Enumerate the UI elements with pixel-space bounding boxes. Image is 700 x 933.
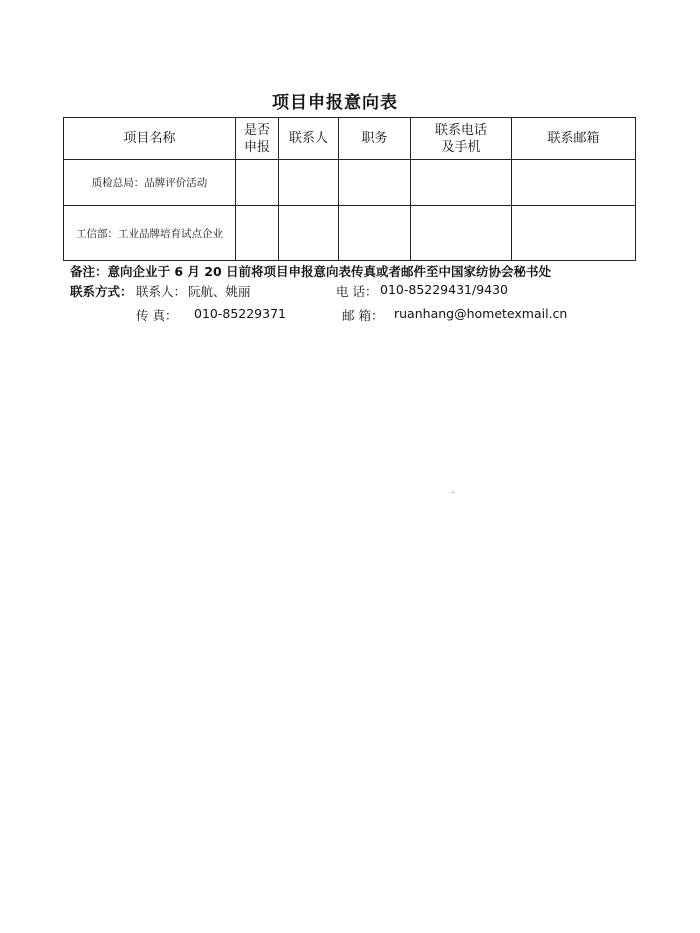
application-intent-table bbox=[63, 117, 636, 261]
apply-cell[interactable] bbox=[236, 160, 279, 206]
phone-cell[interactable] bbox=[411, 160, 512, 206]
contact-row-2 bbox=[70, 306, 650, 328]
table-header-row bbox=[64, 118, 636, 160]
position-cell[interactable] bbox=[339, 160, 411, 206]
scan-speck bbox=[452, 492, 454, 493]
header-contact-person: 联系人 bbox=[279, 118, 339, 160]
apply-cell[interactable] bbox=[236, 206, 279, 261]
table-row bbox=[64, 160, 636, 206]
contact-row-1 bbox=[70, 282, 650, 304]
contact-person-cell[interactable] bbox=[279, 160, 339, 206]
phone-label: 电 话： bbox=[336, 284, 378, 299]
email-cell[interactable] bbox=[512, 206, 636, 261]
contact-method-label: 联系方式： bbox=[70, 284, 133, 299]
contact-person-label: 联系人： bbox=[136, 284, 187, 299]
fax-label: 传 真： bbox=[136, 308, 178, 323]
phone-number: 010-85229431/9430 bbox=[380, 282, 509, 297]
project-name-cell: 质检总局：品牌评价活动 bbox=[64, 160, 236, 206]
header-apply-line2: 申报 bbox=[243, 139, 270, 155]
email-label: 邮 箱： bbox=[342, 308, 384, 323]
contact-person-cell[interactable] bbox=[279, 206, 339, 261]
table-row bbox=[64, 206, 636, 261]
position-cell[interactable] bbox=[339, 206, 411, 261]
header-email: 联系邮箱 bbox=[512, 118, 636, 160]
email-address: ruanhang@hometexmail.cn bbox=[394, 306, 568, 321]
header-apply-line1: 是否 bbox=[243, 122, 270, 138]
document-title: 项目申报意向表 bbox=[272, 93, 398, 113]
header-apply-or-not bbox=[236, 118, 279, 160]
header-phone-line2: 及手机 bbox=[441, 139, 481, 155]
email-cell[interactable] bbox=[512, 160, 636, 206]
header-phone-line1: 联系电话 bbox=[434, 122, 487, 138]
contact-persons: 阮航、姚丽 bbox=[188, 284, 251, 299]
header-position: 职务 bbox=[339, 118, 411, 160]
phone-cell[interactable] bbox=[411, 206, 512, 261]
header-phone bbox=[411, 118, 512, 160]
deadline-note: 备注：意向企业于 6 月 20 日前将项目申报意向表传真或者邮件至中国家纺协会秘书处 bbox=[70, 264, 552, 279]
notes-section bbox=[70, 262, 650, 328]
project-name-cell: 工信部：工业品牌培育试点企业 bbox=[64, 206, 236, 261]
header-project-name: 项目名称 bbox=[64, 118, 236, 160]
fax-number: 010-85229371 bbox=[194, 306, 286, 321]
